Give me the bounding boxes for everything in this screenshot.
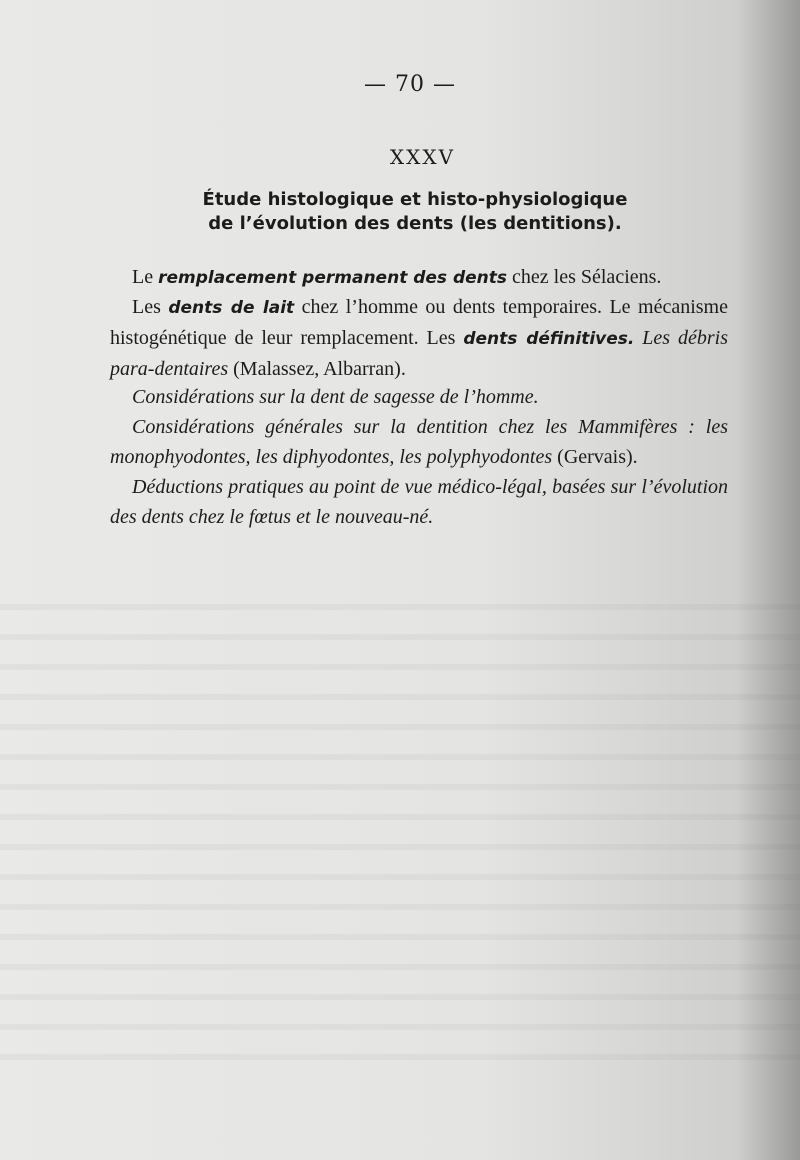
section-heading-line-2: de l’évolution des dents (les dentitions).: [208, 213, 622, 234]
chapter-numeral: XXXV: [389, 145, 456, 169]
p4-text-b: (Gervais).: [552, 446, 638, 468]
paragraph-1: [110, 262, 728, 293]
p2-emphasis-2: dents définitives.: [463, 329, 635, 349]
paragraph-4: [110, 412, 728, 472]
p1-text-c: chez les Sélaciens.: [507, 266, 662, 288]
page-number: — 70 —: [364, 72, 456, 97]
paragraph-3: Considérations sur la dent de sagesse de l’homme.: [132, 386, 539, 408]
paragraph-2: [110, 292, 728, 384]
section-heading-line-1: Étude histologique et histo-physiologique: [202, 189, 628, 210]
p2-text-a: Les: [132, 296, 169, 318]
p2-emphasis-1: dents de lait: [168, 298, 295, 318]
p1-text-a: Le: [132, 266, 159, 288]
p2-italic: Les débris para-dentaires: [110, 327, 728, 380]
bleed-through-text: [0, 580, 800, 1060]
p1-emphasis: remplacement permanent des dents: [158, 268, 508, 288]
p2-text-f: (Malassez, Albarran).: [228, 358, 406, 380]
paragraph-5: Déductions pratiques au point de vue médico-légal, basées sur l’évolution des dents chez le fœtus et le nouveau-né.: [110, 476, 728, 528]
p4-italic: Considérations générales sur la dentition chez les Mammifères : les monophyodontes, les diphyodontes, les polyphyodontes: [110, 416, 728, 468]
p2-text-c: chez l’homme ou dents temporaires. Le mécanisme histogénétique de leur remplacement. Les: [110, 296, 728, 349]
